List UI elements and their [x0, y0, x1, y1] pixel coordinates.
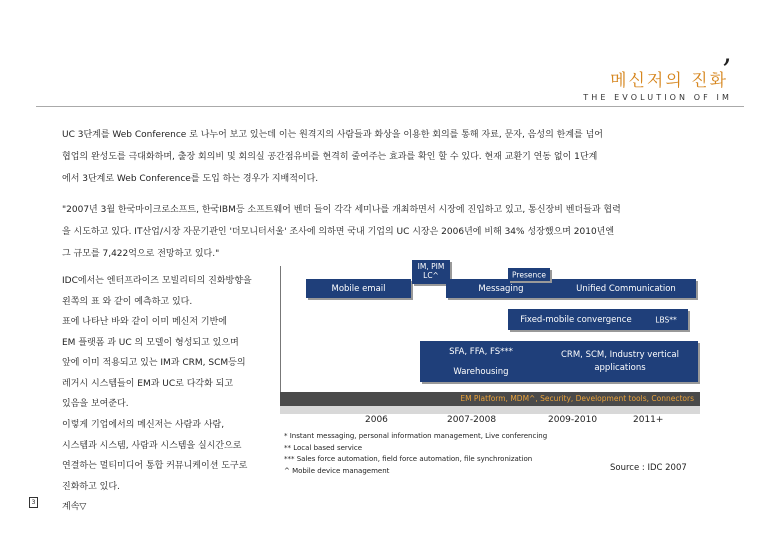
- left-text-bottom: [62, 415, 247, 518]
- fixed-mobile-block: Fixed-mobile convergence: [508, 309, 644, 330]
- left-line: 레거시 시스템들이 EM과 UC로 다각화 되고: [62, 378, 234, 389]
- crm-block: [542, 341, 698, 382]
- page-title: 메신저의 진화: [610, 71, 728, 91]
- timeline-bar: [280, 406, 700, 414]
- left-line: EM 플랫폼 과 UC 의 모델이 형성되고 있으며: [62, 337, 239, 348]
- intro-line: UC 3단계를 Web Conference 로 나누어 보고 있는데 이는 원격지의 사람들과 화상을 이용한 회의를 통해 자료, 문자, 음성의 한계를 넘어: [62, 130, 603, 140]
- im-pim-label: IM, PIM: [417, 262, 445, 271]
- left-line: 표에 나타난 바와 같이 이미 메신저 기반에: [62, 317, 227, 327]
- crm-line: CRM, SCM, Industry vertical: [560, 349, 679, 360]
- quote-line: "2007년 3월 한국마이크로소프트, 한국IBM등 소프트웨어 벤더 들이 각각 세미나를 개최하면서 시장에 진입하고 있고, 통신장비 벤더들과 협력: [62, 205, 621, 215]
- intro-paragraph: [62, 124, 603, 190]
- left-line: 진화하고 있다.: [62, 481, 120, 492]
- left-line: 계속▽: [62, 502, 87, 512]
- lbs-block: LBS**: [644, 309, 688, 330]
- presence-block: Presence: [508, 268, 550, 281]
- left-line: 시스템과 시스템, 사람과 시스템을 실시간으로: [62, 440, 242, 451]
- page-number: 3: [29, 497, 38, 508]
- left-line: 앞에 이미 적용되고 있는 IM과 CRM, SCM등의: [62, 358, 246, 368]
- title-mark: ,: [722, 35, 732, 70]
- source-note: Source : IDC 2007: [610, 463, 687, 473]
- evolution-diagram: [280, 252, 700, 417]
- footnote: *** Sales force automation, field force automation, file synchronization: [284, 455, 533, 463]
- footnote: * Instant messaging, personal information management, Live conferencing: [284, 432, 548, 440]
- quote-line: 그 규모를 7,422억으로 전망하고 있다.": [62, 249, 220, 259]
- left-text-top: [62, 271, 252, 415]
- timeline-label: 2007-2008: [447, 415, 497, 425]
- left-line: IDC에서는 엔터프라이즈 모빌리티의 진화방향을: [62, 276, 252, 286]
- sfa-block: SFA, FFA, FS***: [420, 341, 542, 362]
- mobile-email-block: Mobile email: [306, 279, 411, 298]
- left-line: 왼쪽의 표 와 같이 예측하고 있다.: [62, 296, 193, 307]
- unified-comm-block: Unified Communication: [556, 279, 696, 298]
- timeline-label: 2009-2010: [548, 415, 598, 425]
- header-rule: [36, 106, 744, 107]
- intro-line: 에서 3단계로 Web Conference를 도입 하는 경우가 지배적이다.: [62, 174, 319, 184]
- im-pim-block: [412, 260, 450, 284]
- crm-line: applications: [594, 362, 646, 373]
- timeline-label: 2006: [365, 415, 388, 425]
- messaging-block: Messaging: [446, 279, 556, 298]
- page-subtitle: THE EVOLUTION OF IM: [583, 93, 732, 102]
- footnote: ** Local based service: [284, 443, 363, 452]
- footnote: ^ Mobile device management: [284, 466, 390, 475]
- timeline-label: 2011+: [633, 415, 664, 425]
- left-line: 연결하는 멀티미디어 통합 커뮤니케이션 도구로: [62, 461, 248, 471]
- warehousing-block: Warehousing: [420, 362, 542, 382]
- lc-label: LC^: [423, 271, 439, 280]
- em-platform-bar: EM Platform, MDM^, Security, Development tools, Connectors: [280, 392, 700, 406]
- quote-line: 을 시도하고 있다. IT산업/시장 자문기관인 '더모니터서울' 조사에 의하면 국내 기업의 UC 시장은 2006년에 비해 34% 성장했으며 2010년엔: [62, 227, 615, 237]
- left-line: 있음을 보여준다.: [62, 399, 129, 409]
- intro-line: 협업의 완성도를 극대화하며, 출장 회의비 및 회의실 공간점유비를 현격히 줄여주는 효과를 확인 할 수 있다. 현재 교환기 연동 없이 1단계: [62, 152, 598, 162]
- timeline: [280, 406, 700, 430]
- left-line: 이렇게 기업에서의 메신저는 사람과 사람,: [62, 420, 225, 430]
- footnotes: [284, 431, 547, 477]
